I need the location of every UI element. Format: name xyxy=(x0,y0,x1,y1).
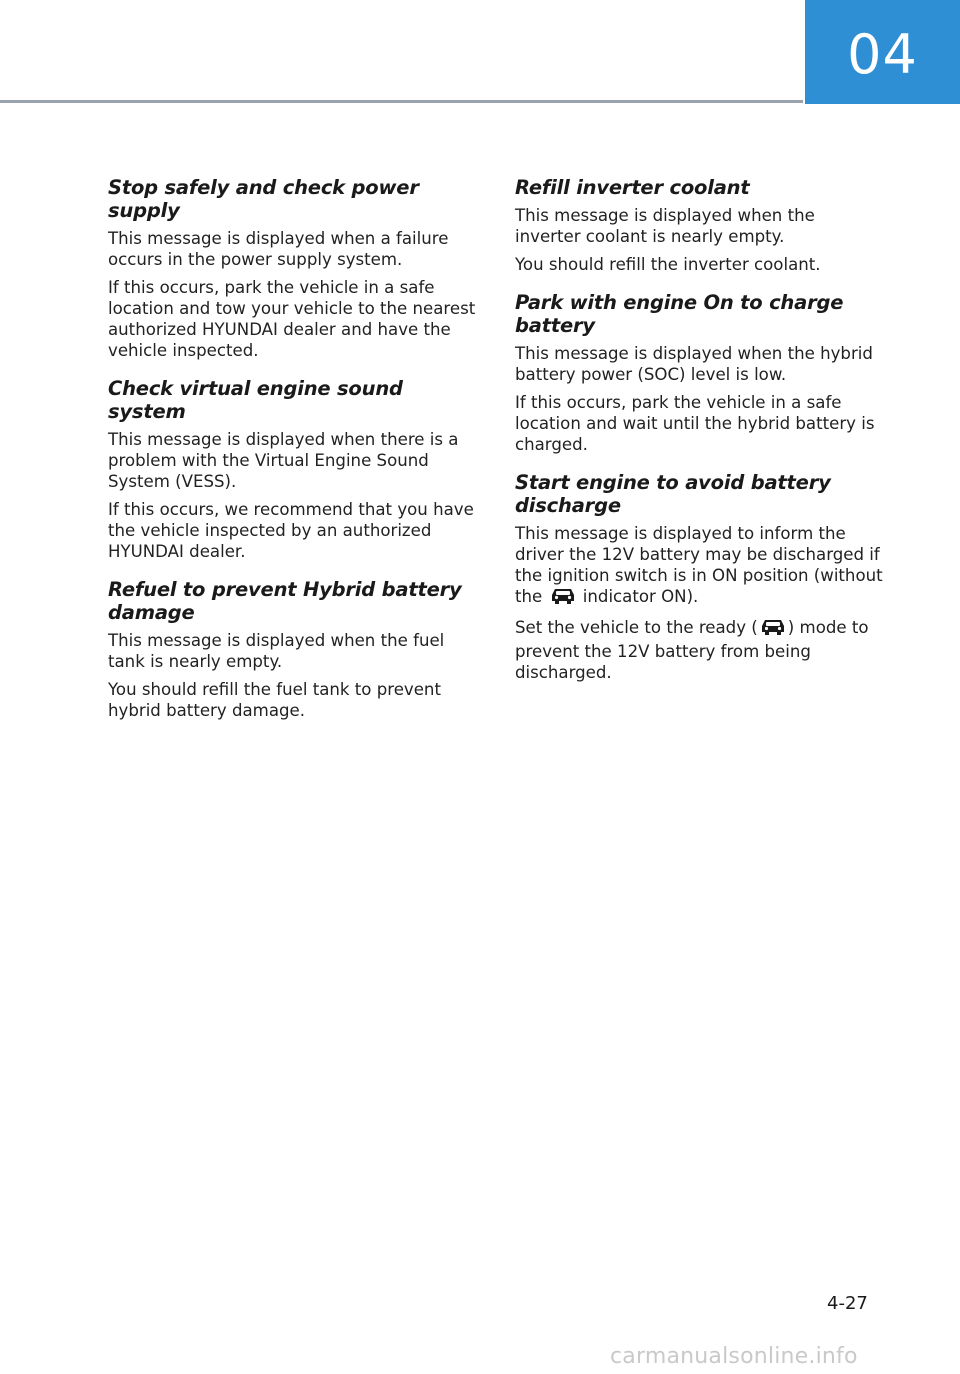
paragraph: This message is displayed when the inverter coolant is nearly empty. xyxy=(515,206,815,246)
paragraph-text: indicator ON). xyxy=(577,587,699,606)
paragraph-text: Set the vehicle to the ready ( xyxy=(515,618,758,637)
section-check-vess xyxy=(108,377,478,562)
section-refill-coolant xyxy=(515,176,885,275)
paragraph: This message is displayed when the hybrid battery power (SOC) level is low. xyxy=(515,344,873,384)
paragraph: This message is displayed when there is a problem with the Virtual Engine Sound System (VESS). xyxy=(108,430,459,491)
paragraph xyxy=(515,523,885,610)
ready-car-icon xyxy=(760,618,786,641)
paragraph-text: This message is displayed to inform the driver the 12V battery may be discharged if the ignition switch is in ON position (without the xyxy=(515,524,883,606)
section-heading: Park with engine On to charge battery xyxy=(515,291,844,337)
paragraph: This message is displayed when a failure occurs in the power supply system. xyxy=(108,229,449,269)
left-column xyxy=(108,176,478,737)
section-heading: Start engine to avoid battery discharge xyxy=(515,471,831,517)
paragraph: You should refill the fuel tank to prevent hybrid battery damage. xyxy=(108,680,441,720)
watermark: carmanualsonline.info xyxy=(610,1344,858,1369)
section-refuel xyxy=(108,578,478,721)
paragraph: This message is displayed when the fuel tank is nearly empty. xyxy=(108,631,445,671)
section-heading: Refuel to prevent Hybrid battery damage xyxy=(108,578,462,624)
paragraph: If this occurs, park the vehicle in a safe location and wait until the hybrid battery is charged. xyxy=(515,393,875,454)
section-park-engine-on xyxy=(515,291,885,455)
section-heading: Refill inverter coolant xyxy=(515,176,750,199)
section-heading: Check virtual engine sound system xyxy=(108,377,403,423)
right-column xyxy=(515,176,885,699)
page-number: 4-27 xyxy=(827,1293,868,1314)
paragraph xyxy=(515,617,885,683)
section-start-engine xyxy=(515,471,885,683)
ready-car-icon xyxy=(550,587,576,610)
chapter-tab: 04 xyxy=(805,0,960,104)
paragraph: If this occurs, park the vehicle in a safe location and tow your vehicle to the nearest authorized HYUNDAI dealer and have the vehicle inspected. xyxy=(108,278,476,360)
header-rule xyxy=(0,100,803,103)
paragraph-text: ) mode to prevent the 12V battery from being discharged. xyxy=(515,618,869,682)
section-stop-safely xyxy=(108,176,478,361)
section-heading: Stop safely and check power supply xyxy=(108,176,419,222)
paragraph: If this occurs, we recommend that you have the vehicle inspected by an authorized HYUNDAI dealer. xyxy=(108,500,474,561)
paragraph: You should refill the inverter coolant. xyxy=(515,255,821,274)
